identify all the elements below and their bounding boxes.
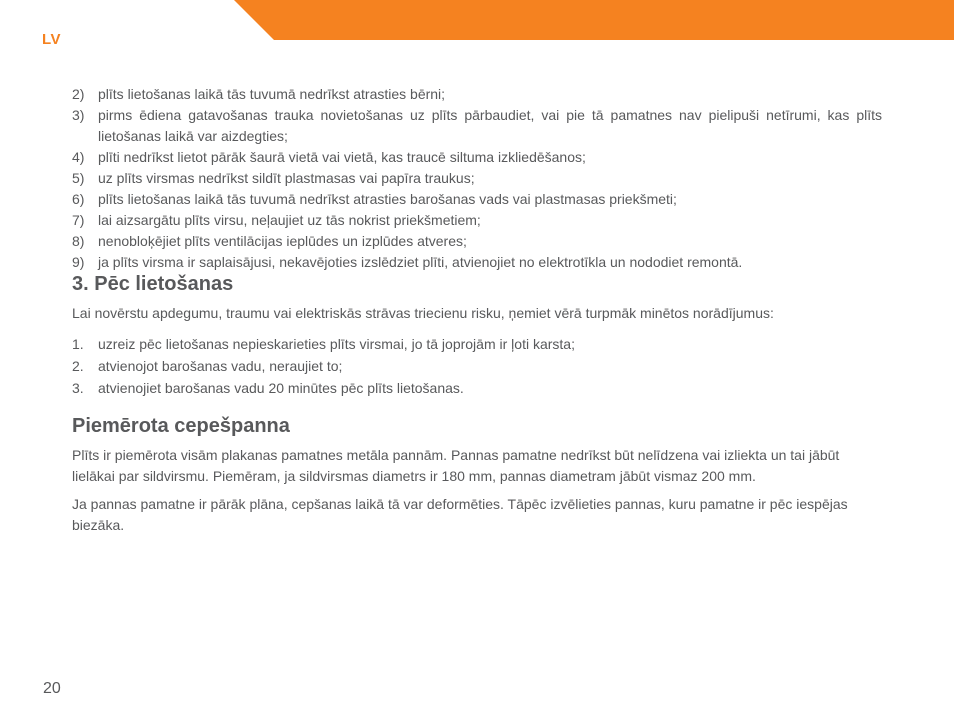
after-use-list xyxy=(72,334,882,399)
pan-paragraph-1: Plīts ir piemērota visām plakanas pamatnes metāla pannām. Pannas pamatne nedrīkst būt nelīdzena vai izliekta un tai jābūt lielākai par sildvirsmu. Piemēram, ja sildvirsmas diametrs ir 180 mm, pannas diametram jābūt vismaz 200 mm. xyxy=(72,447,840,484)
pan-paragraph-2: Ja pannas pamatne ir pārāk plāna, cepšanas laikā tā var deformēties. Tāpēc izvēlieties pannas, kuru pamatne ir pēc iespējas biezāka. xyxy=(72,496,848,533)
list-item: 2. atvienojot barošanas vadu, neraujiet to; xyxy=(72,358,343,374)
safety-list xyxy=(72,84,882,273)
list-item: 5) uz plīts virsmas nedrīkst sildīt plastmasas vai papīra traukus; xyxy=(72,170,475,186)
list-item: 8) nenobloķējiet plīts ventilācijas ieplūdes un izplūdes atveres; xyxy=(72,233,467,249)
section-heading-suitable-pan: Piemērota cepešpanna xyxy=(72,415,290,437)
list-item: 9) ja plīts virsma ir saplaisājusi, nekavējoties izslēdziet plīti, atvienojiet no elektrotīkla un nododiet remontā. xyxy=(72,254,743,270)
list-item: 2) plīts lietošanas laikā tās tuvumā nedrīkst atrasties bērni; xyxy=(72,86,446,102)
header-orange-band xyxy=(234,0,954,40)
list-item: 3) pirms ēdiena gatavošanas trauka novietošanas uz plīts pārbaudiet, vai pie tā pamatnes nav pielipuši netīrumi, kas plīts lietošanas laikā var aizdegties; xyxy=(72,107,882,144)
page-number: 20 xyxy=(43,680,61,697)
list-item: 7) lai aizsargātu plīts virsu, neļaujiet uz tās nokrist priekšmetiem; xyxy=(72,212,481,228)
list-item: 3. atvienojiet barošanas vadu 20 minūtes pēc plīts lietošanas. xyxy=(72,380,464,396)
section-heading-after-use: 3. Pēc lietošanas xyxy=(72,273,234,295)
language-code: LV xyxy=(42,31,62,48)
list-item: 6) plīts lietošanas laikā tās tuvumā nedrīkst atrasties barošanas vads vai plastmasas priekšmeti; xyxy=(72,191,677,207)
list-item: 1. uzreiz pēc lietošanas nepieskarieties plīts virsmai, jo tā joprojām ir ļoti karsta; xyxy=(72,336,575,352)
section-intro: Lai novērstu apdegumu, traumu vai elektriskās strāvas triecienu risku, ņemiet vērā turpmāk minētos norādījumus: xyxy=(72,305,774,321)
page-content xyxy=(72,84,882,536)
list-item: 4) plīti nedrīkst lietot pārāk šaurā vietā vai vietā, kas traucē siltuma izkliedēšanos; xyxy=(72,149,586,165)
